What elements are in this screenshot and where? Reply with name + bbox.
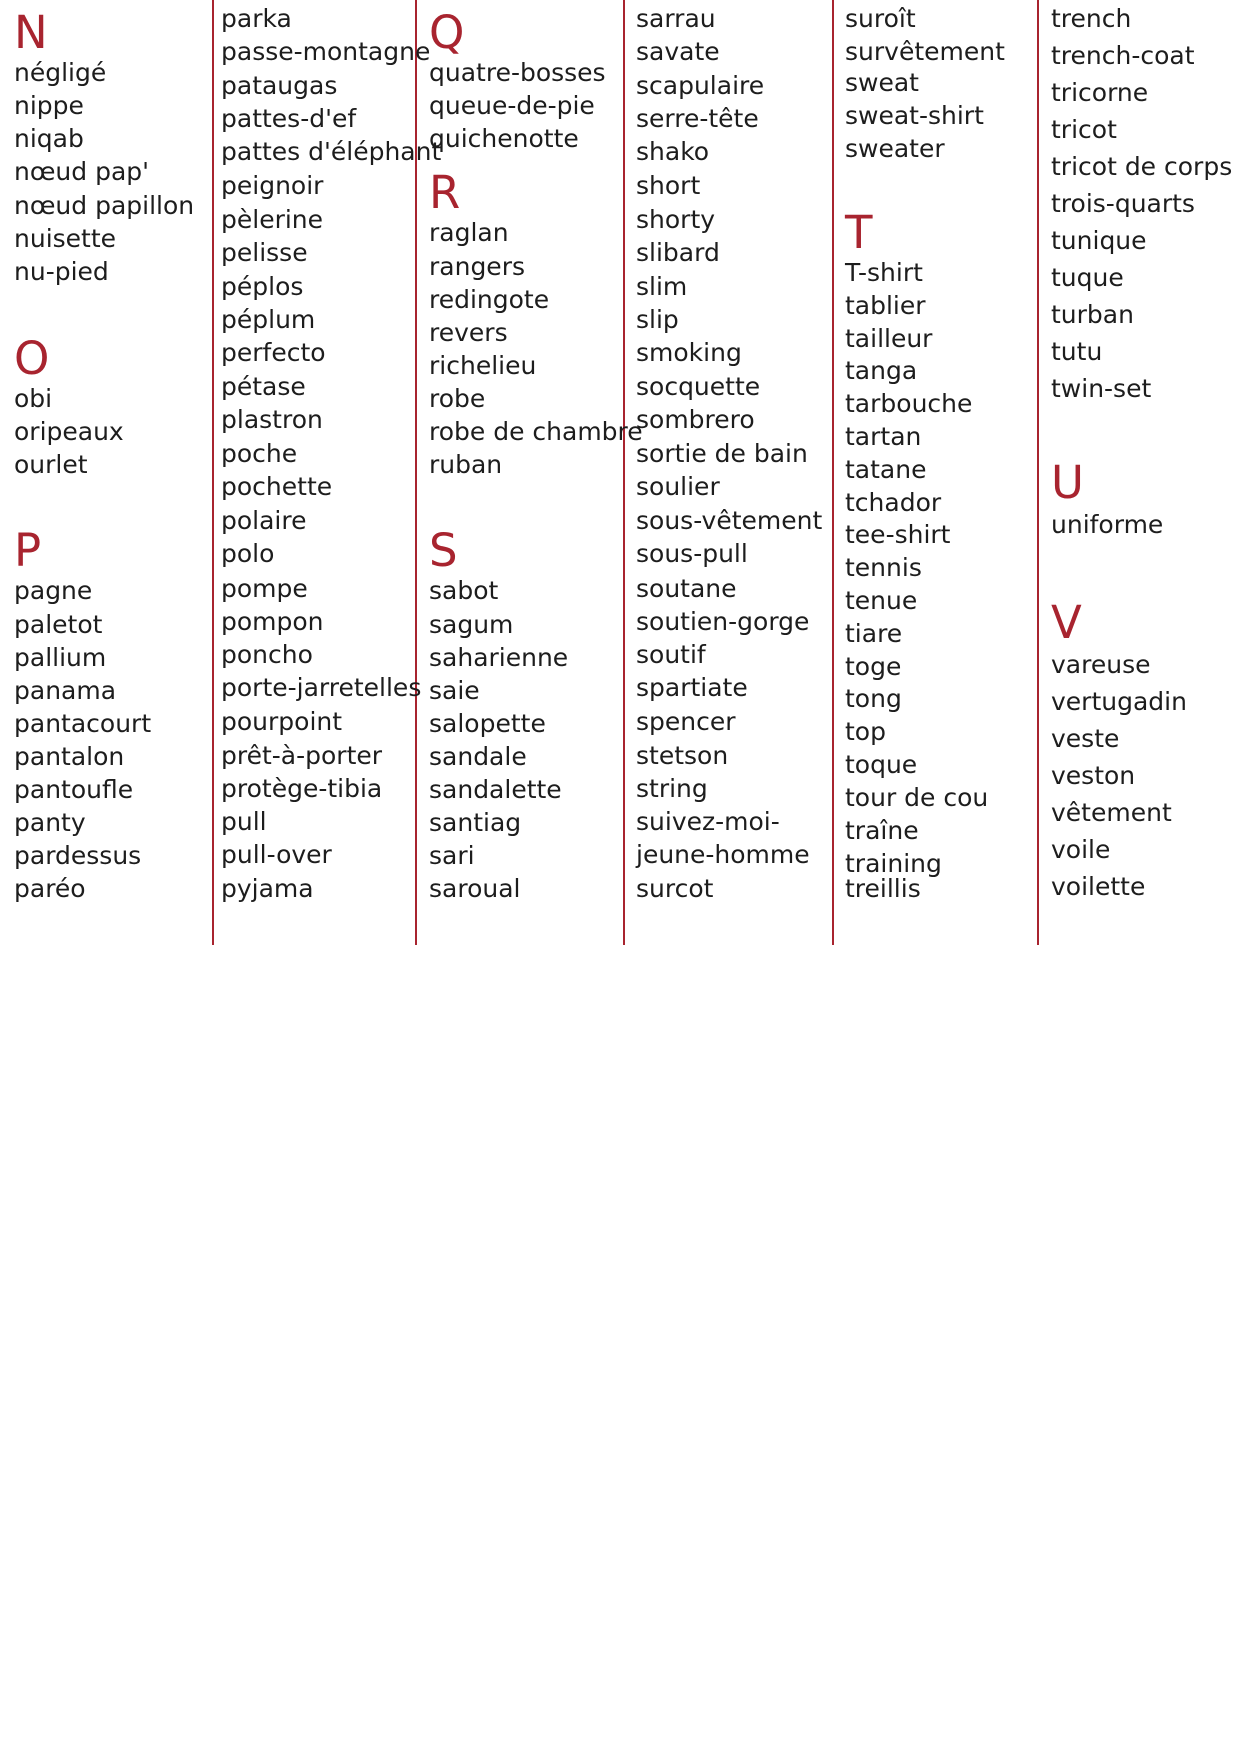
glossary-word: pattes-d'ef [221, 104, 357, 133]
glossary-column [429, 0, 643, 945]
glossary-word: soutif [636, 640, 706, 669]
glossary-word: quatre-bosses [429, 58, 606, 87]
glossary-word: surcot [636, 874, 714, 903]
glossary-word: tricorne [1051, 78, 1149, 107]
glossary-word: tricot de corps [1051, 152, 1233, 181]
glossary-word: négligé [14, 58, 107, 87]
glossary-word: sous-pull [636, 539, 748, 568]
glossary-word: pull [221, 807, 267, 836]
glossary-word: poncho [221, 640, 313, 669]
glossary-word: richelieu [429, 351, 537, 380]
glossary-word: soutane [636, 574, 737, 603]
glossary-word: polaire [221, 506, 307, 535]
glossary-column [1051, 0, 1241, 945]
letter-heading: P [14, 524, 42, 577]
glossary-word: queue-de-pie [429, 91, 595, 120]
glossary-word: pompe [221, 574, 308, 603]
glossary-word: uniforme [1051, 510, 1164, 539]
glossary-word: tuque [1051, 263, 1124, 292]
glossary-word: porte-jarretelles [221, 673, 422, 702]
glossary-word: training [845, 849, 942, 878]
glossary-word: treillis [845, 874, 921, 903]
letter-heading: Q [429, 6, 465, 59]
glossary-word: pull-over [221, 840, 332, 869]
glossary-word: sweater [845, 134, 945, 163]
glossary-word: nu-pied [14, 257, 109, 286]
glossary-word: pompon [221, 607, 324, 636]
glossary-word: string [636, 774, 708, 803]
glossary-word: péplum [221, 305, 316, 334]
glossary-word: pyjama [221, 874, 314, 903]
glossary-word: soulier [636, 472, 720, 501]
glossary-word: nuisette [14, 224, 117, 253]
glossary-word: pochette [221, 472, 333, 501]
glossary-word: niqab [14, 124, 84, 153]
glossary-word: redingote [429, 285, 550, 314]
letter-heading: S [429, 524, 458, 577]
glossary-word: sarrau [636, 4, 716, 33]
letter-heading: V [1051, 596, 1082, 649]
glossary-word: tarbouche [845, 389, 973, 418]
glossary-word: obi [14, 384, 53, 413]
glossary-word: paréo [14, 874, 86, 903]
glossary-word: sari [429, 841, 475, 870]
glossary-word: nœud papillon [14, 191, 195, 220]
glossary-word: slibard [636, 238, 720, 267]
glossary-word: quichenotte [429, 124, 579, 153]
glossary-word: oripeaux [14, 417, 124, 446]
letter-heading: R [429, 166, 461, 219]
glossary-word: passe-montagne [221, 37, 431, 66]
glossary-word: saharienne [429, 643, 569, 672]
glossary-word: ruban [429, 450, 503, 479]
glossary-word: traîne [845, 816, 919, 845]
glossary-word: revers [429, 318, 508, 347]
glossary-word: spartiate [636, 673, 748, 702]
glossary-word: sandalette [429, 775, 562, 804]
glossary-word: pantalon [14, 742, 125, 771]
glossary-word: trench [1051, 4, 1132, 33]
glossary-word: tong [845, 684, 902, 713]
glossary-word: salopette [429, 709, 546, 738]
glossary-word: sweat-shirt [845, 101, 984, 130]
glossary-word: perfecto [221, 338, 326, 367]
glossary-word: pardessus [14, 841, 142, 870]
glossary-word: smoking [636, 338, 742, 367]
glossary-word: toque [845, 750, 918, 779]
letter-heading: T [845, 206, 873, 259]
glossary-word: pèlerine [221, 205, 324, 234]
glossary-word: pelisse [221, 238, 308, 267]
glossary-word: parka [221, 4, 292, 33]
glossary-word: twin-set [1051, 374, 1152, 403]
glossary-word: polo [221, 539, 275, 568]
glossary-word: slim [636, 272, 688, 301]
glossary-word: turban [1051, 300, 1134, 329]
glossary-word: sous-vêtement [636, 506, 823, 535]
glossary-word: tenue [845, 586, 918, 615]
glossary-word: saroual [429, 874, 521, 903]
glossary-word: sweat [845, 68, 919, 97]
glossary-word: plastron [221, 405, 323, 434]
glossary-word: saie [429, 676, 480, 705]
glossary-word: socquette [636, 372, 761, 401]
glossary-word: veste [1051, 724, 1120, 753]
glossary-word: panty [14, 808, 86, 837]
glossary-word: suivez-moi- [636, 807, 780, 836]
glossary-column [221, 0, 442, 945]
glossary-word: slip [636, 305, 679, 334]
glossary-word: pagne [14, 576, 93, 605]
glossary-word: tennis [845, 553, 922, 582]
glossary-word: nippe [14, 91, 84, 120]
glossary-word: tartan [845, 422, 922, 451]
glossary-word: sandale [429, 742, 527, 771]
glossary-word: santiag [429, 808, 522, 837]
glossary-word: tailleur [845, 324, 933, 353]
glossary-word: pourpoint [221, 707, 343, 736]
glossary-word: vareuse [1051, 650, 1151, 679]
glossary-word: pataugas [221, 71, 338, 100]
glossary-word: tablier [845, 291, 926, 320]
glossary-word: trench-coat [1051, 41, 1195, 70]
glossary-word: shorty [636, 205, 716, 234]
glossary-word: voilette [1051, 872, 1146, 901]
glossary-word: T-shirt [845, 258, 923, 287]
letter-heading: O [14, 332, 50, 385]
glossary-word: pallium [14, 643, 107, 672]
glossary-word: trois-quarts [1051, 189, 1195, 218]
glossary-word: raglan [429, 218, 509, 247]
glossary-word: tee-shirt [845, 520, 951, 549]
glossary-word: peignoir [221, 171, 324, 200]
glossary-word: tunique [1051, 226, 1147, 255]
glossary-word: savate [636, 37, 720, 66]
glossary-word: tiare [845, 619, 903, 648]
glossary-word: robe de chambre [429, 417, 643, 446]
letter-heading: U [1051, 456, 1084, 509]
glossary-column [845, 0, 1045, 945]
glossary-word: sabot [429, 576, 499, 605]
glossary-word: stetson [636, 741, 729, 770]
glossary-word: short [636, 171, 701, 200]
glossary-word: veston [1051, 761, 1136, 790]
glossary-column [636, 0, 836, 945]
glossary-word: pantacourt [14, 709, 152, 738]
glossary-word: scapulaire [636, 71, 765, 100]
glossary-word: pantoufle [14, 775, 134, 804]
glossary-word: soutien-gorge [636, 607, 810, 636]
glossary-column [14, 0, 214, 945]
glossary-word: pétase [221, 372, 306, 401]
glossary-word: vêtement [1051, 798, 1172, 827]
glossary-word: top [845, 717, 886, 746]
glossary-word: spencer [636, 707, 736, 736]
glossary-word: péplos [221, 272, 304, 301]
glossary-word: paletot [14, 610, 103, 639]
glossary-word: tatane [845, 455, 927, 484]
glossary-word: survêtement [845, 37, 1005, 66]
glossary-word: voile [1051, 835, 1111, 864]
glossary-word: panama [14, 676, 117, 705]
glossary-word: toge [845, 652, 902, 681]
glossary-word: sortie de bain [636, 439, 808, 468]
glossary-word: vertugadin [1051, 687, 1187, 716]
glossary-word: protège-tibia [221, 774, 383, 803]
glossary-word: nœud pap' [14, 157, 150, 186]
glossary-word: tricot [1051, 115, 1117, 144]
glossary-word: serre-tête [636, 104, 759, 133]
glossary-word: tutu [1051, 337, 1103, 366]
glossary-word: shako [636, 137, 710, 166]
glossary-word: jeune-homme [636, 840, 810, 869]
letter-heading: N [14, 6, 48, 59]
glossary-word: robe [429, 384, 486, 413]
glossary-word: poche [221, 439, 298, 468]
glossary-word: rangers [429, 252, 525, 281]
glossary-word: tour de cou [845, 783, 989, 812]
glossary-word: pattes d'éléphant [221, 137, 442, 166]
glossary-word: sombrero [636, 405, 755, 434]
glossary-word: sagum [429, 610, 514, 639]
glossary-word: ourlet [14, 450, 88, 479]
glossary-word: tchador [845, 488, 942, 517]
glossary-word: prêt-à-porter [221, 741, 383, 770]
glossary-word: suroît [845, 4, 916, 33]
glossary-word: tanga [845, 356, 918, 385]
